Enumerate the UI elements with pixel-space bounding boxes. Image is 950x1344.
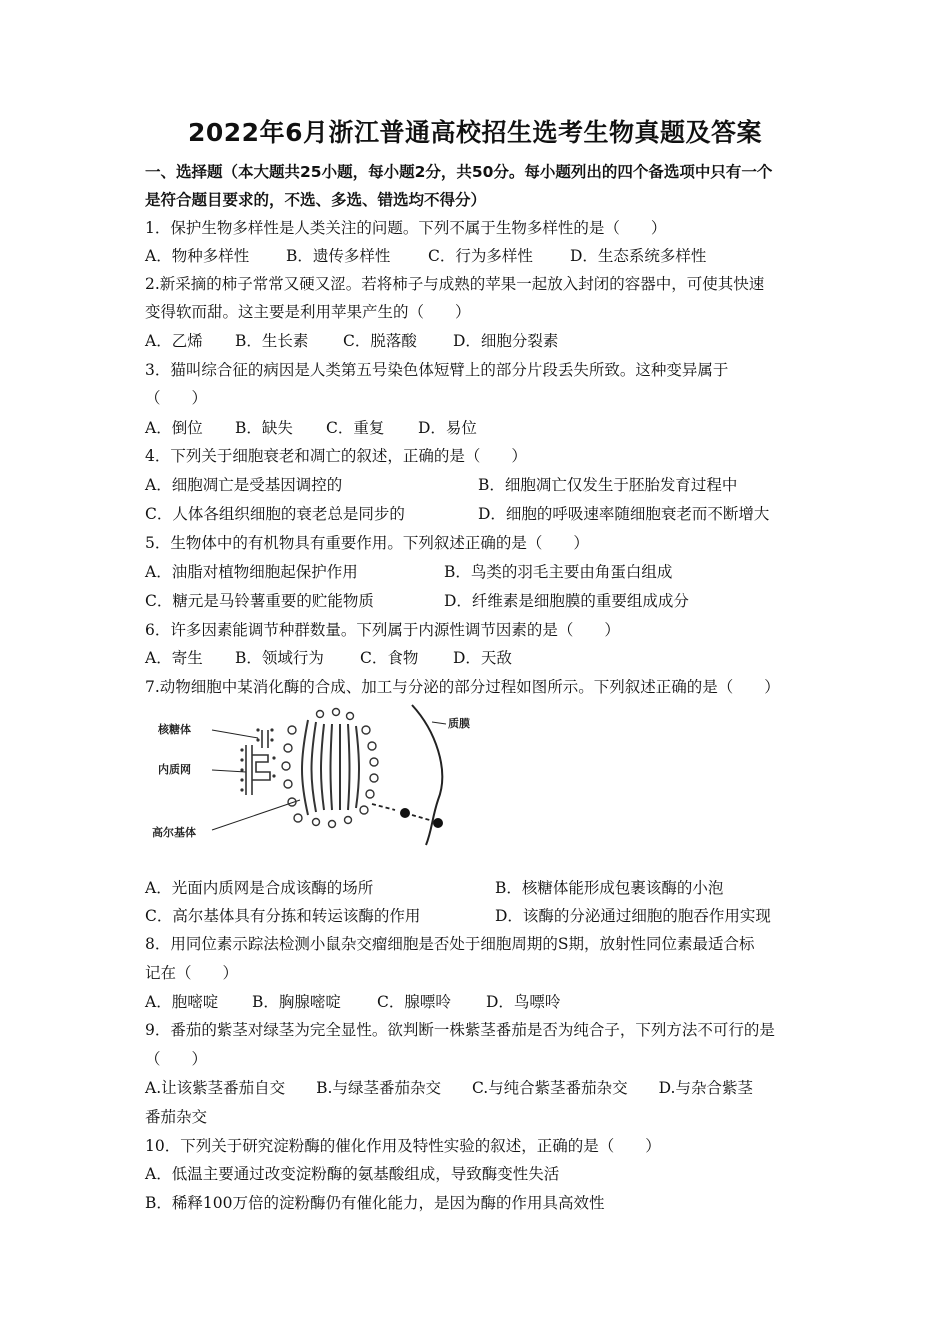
question-10-stem: 10．下列关于研究淀粉酶的催化作用及特性实验的叙述，正确的是（ ） xyxy=(145,1137,661,1155)
membrane-label: 质膜 xyxy=(448,717,470,730)
golgi-label: 高尔基体 xyxy=(152,826,196,839)
question-2-stem-line1: 2.新采摘的柿子常常又硬又涩。若将柿子与成熟的苹果一起放入封闭的容器中，可使其快速 xyxy=(145,275,765,293)
secretion-pathway-diagram xyxy=(150,700,470,850)
question-4-option-c: C．人体各组织细胞的衰老总是同步的 xyxy=(145,505,405,523)
question-8-option-b: B．胸腺嘧啶 xyxy=(252,993,341,1011)
question-5-option-c: C．糖元是马铃薯重要的贮能物质 xyxy=(145,592,374,610)
page-title: 2022年6月浙江普通高校招生选考生物真题及答案 xyxy=(188,118,762,147)
question-1-option-d: D．生态系统多样性 xyxy=(570,247,707,265)
question-6-option-c: C．食物 xyxy=(360,649,419,667)
question-9-options-line1: A.让该紫茎番茄自交 B.与绿茎番茄杂交 C.与纯合紫茎番茄杂交 D.与杂合紫茎 xyxy=(145,1079,753,1097)
question-7-option-d: D．该酶的分泌通过细胞的胞吞作用实现 xyxy=(495,907,771,925)
golgi-leader-line xyxy=(212,800,300,830)
section-heading-line1: 一、选择题（本大题共25小题，每小题2分，共50分。每小题列出的四个备选项中只有一个 xyxy=(145,163,773,181)
question-4-option-a: A．细胞凋亡是受基因调控的 xyxy=(145,476,343,494)
er-label: 内质网 xyxy=(158,763,191,776)
question-1-option-b: B．遗传多样性 xyxy=(286,247,391,265)
question-8-option-c: C．腺嘌呤 xyxy=(377,993,451,1011)
question-3-stem-line2: （ ） xyxy=(145,389,208,407)
question-6-option-b: B．领域行为 xyxy=(235,649,324,667)
transport-path-2 xyxy=(412,815,433,821)
ribosome-label: 核糖体 xyxy=(158,723,191,736)
question-9-options-line2: 番茄杂交 xyxy=(145,1108,208,1126)
ribosome-leader-line xyxy=(212,730,258,738)
question-2-option-a: A．乙烯 xyxy=(145,332,203,350)
question-7-option-c: C．高尔基体具有分拣和转运该酶的作用 xyxy=(145,907,421,925)
question-2-option-c: C．脱落酸 xyxy=(343,332,417,350)
question-8-option-d: D．鸟嘌呤 xyxy=(486,993,561,1011)
membrane-leader-line xyxy=(432,722,446,724)
question-5-option-a: A．油脂对植物细胞起保护作用 xyxy=(145,563,358,581)
question-2-option-b: B．生长素 xyxy=(235,332,309,350)
question-9-stem-line2: （ ） xyxy=(145,1050,208,1068)
question-7-stem: 7.动物细胞中某消化酶的合成、加工与分泌的部分过程如图所示。下列叙述正确的是（ ） xyxy=(145,678,780,696)
question-3-option-b: B．缺失 xyxy=(235,419,293,437)
question-9-stem-line1: 9．番茄的紫茎对绿茎为完全显性。欲判断一株紫茎番茄是否为纯合子，下列方法不可行的是 xyxy=(145,1021,775,1039)
question-2-stem-line2: 变得软而甜。这主要是利用苹果产生的（ ） xyxy=(145,303,471,321)
question-4-option-d: D．细胞的呼吸速率随细胞衰老而不断增大 xyxy=(478,505,770,523)
question-5-stem: 5．生物体中的有机物具有重要作用。下列叙述正确的是（ ） xyxy=(145,534,589,552)
question-4-stem: 4．下列关于细胞衰老和凋亡的叙述，正确的是（ ） xyxy=(145,447,527,465)
question-5-option-d: D．纤维素是细胞膜的重要组成成分 xyxy=(444,592,689,610)
golgi-stack-shape xyxy=(302,720,359,815)
question-4-option-b: B．细胞凋亡仅发生于胚胎发育过程中 xyxy=(478,476,738,494)
section-heading-line2: 是符合题目要求的，不选、多选、错选均不得分） xyxy=(145,191,487,209)
transport-path-1 xyxy=(372,804,395,810)
question-1-option-c: C．行为多样性 xyxy=(428,247,533,265)
question-10-option-a: A．低温主要通过改变淀粉酶的氨基酸组成，导致酶变性失活 xyxy=(145,1165,560,1183)
question-5-option-b: B．鸟类的羽毛主要由角蛋白组成 xyxy=(444,563,673,581)
question-6-option-d: D．天敌 xyxy=(453,649,512,667)
question-8-stem-line2: 记在（ ） xyxy=(145,964,239,982)
question-3-option-a: A．倒位 xyxy=(145,419,203,437)
question-2-option-d: D．细胞分裂素 xyxy=(453,332,559,350)
exocytosis-vesicle-icon xyxy=(433,818,443,828)
secretion-pathway-figure xyxy=(150,700,470,850)
secretory-vesicle-icon xyxy=(400,808,410,818)
question-7-option-a: A．光面内质网是合成该酶的场所 xyxy=(145,879,374,897)
question-1-option-a: A．物种多样性 xyxy=(145,247,250,265)
question-3-option-c: C．重复 xyxy=(326,419,385,437)
question-1-stem: 1．保护生物多样性是人类关注的问题。下列不属于生物多样性的是（ ） xyxy=(145,219,667,237)
question-6-option-a: A．寄生 xyxy=(145,649,203,667)
question-3-option-d: D．易位 xyxy=(418,419,477,437)
question-8-option-a: A．胞嘧啶 xyxy=(145,993,219,1011)
question-8-stem-line1: 8．用同位素示踪法检测小鼠杂交瘤细胞是否处于细胞周期的S期，放射性同位素最适合标 xyxy=(145,935,755,953)
question-6-stem: 6．许多因素能调节种群数量。下列属于内源性调节因素的是（ ） xyxy=(145,621,620,639)
question-3-stem-line1: 3．猫叫综合征的病因是人类第五号染色体短臂上的部分片段丢失所致。这种变异属于 xyxy=(145,361,729,379)
question-10-option-b: B．稀释100万倍的淀粉酶仍有催化能力，是因为酶的作用具高效性 xyxy=(145,1194,605,1212)
question-7-option-b: B．核糖体能形成包裹该酶的小泡 xyxy=(495,879,724,897)
